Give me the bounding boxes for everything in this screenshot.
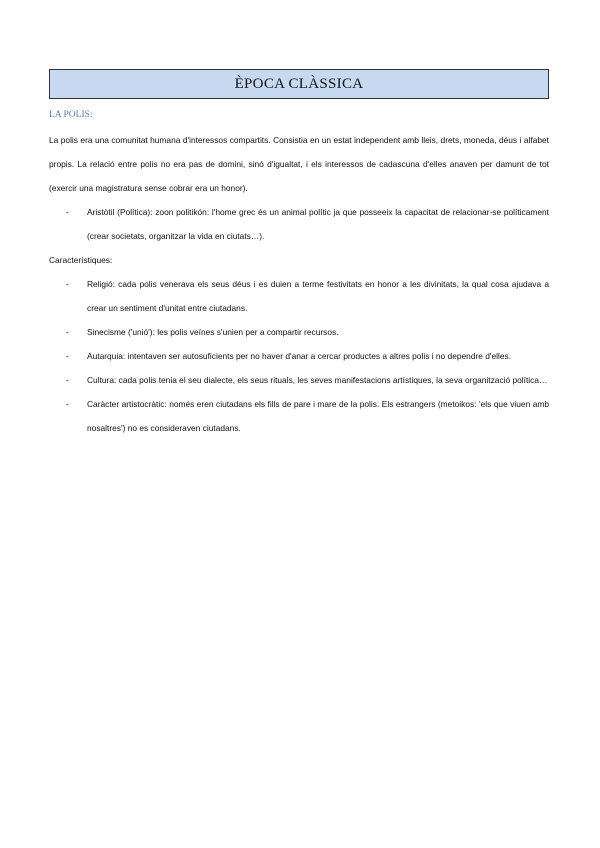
bullet-dash: -: [66, 279, 69, 289]
bullet-dash: -: [66, 351, 69, 361]
list-item-aristotil: [49, 200, 549, 248]
list-item-autarquia: [49, 344, 549, 368]
bullet-dash: -: [66, 207, 69, 217]
document-body: [49, 128, 549, 440]
list-item-text: Caràcter artistocràtic: només eren ciutadans els fills de pare i mare de la polis. Els estrangers (metoikos: 'els que viuen amb nosaltres') no es consideraven ciutadans.: [87, 399, 549, 433]
section-heading: LA POLIS:: [49, 110, 93, 120]
list-item-text: Sinecisme ('unió'): les polis veïnes s'unien per a compartir recursos.: [87, 327, 339, 337]
list-item-religio: [49, 272, 549, 320]
bullet-dash: -: [66, 375, 69, 385]
title-banner: [49, 69, 549, 99]
bullet-dash: -: [66, 327, 69, 337]
list-item-text: Religió: cada polis venerava els seus déus i es duien a terme festivitats en honor a les divinitats, la qual cosa ajudava a crear un sentiment d'unitat entre ciutadans.: [87, 279, 549, 313]
list-item-cultura: [49, 368, 549, 392]
bullet-dash: -: [66, 399, 69, 409]
list-item-caracter: [49, 392, 549, 440]
characteristics-heading: Característiques:: [49, 255, 113, 265]
intro-paragraph: La polis era una comunitat humana d'interessos compartits. Consistia en un estat independent amb lleis, drets, moneda, déus i alfabet propis. La relació entre polis no era pas de domini, sinó d'igualtat, i els interessos de cadascuna d'elles anaven per damunt de tot (exercir una magistratura sense cobrar era un honor).: [49, 135, 549, 193]
list-item-text: Aristòtil (Política): zoon politikón: l'home grec és un animal polític ja que posseeix la capacitat de relacionar-se políticament (crear societats, organitzar la vida en ciutats…).: [87, 207, 549, 241]
list-item-sinecisme: [49, 320, 549, 344]
page-title: ÈPOCA CLÀSSICA: [234, 75, 364, 92]
list-item-text: Autarquia: intentaven ser autosuficients per no haver d'anar a cercar productes a altres polis i no dependre d'elles.: [87, 351, 512, 361]
list-item-text: Cultura: cada polis tenia el seu dialecte, els seus rituals, les seves manifestacions artístiques, la seva organització política…: [87, 375, 548, 385]
